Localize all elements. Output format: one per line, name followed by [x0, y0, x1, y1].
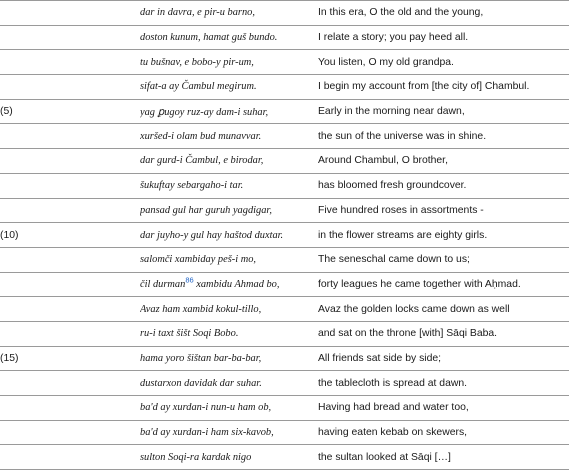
original-verse: yag ꝑugoy ruz-ay dam-i suhar,: [140, 99, 318, 124]
original-verse: Avaz ham xambid kokul-tillo,: [140, 297, 318, 322]
verse-row: [0, 371, 569, 396]
verse-row: [0, 396, 569, 421]
line-number: [0, 198, 140, 223]
original-verse: tu bušnav, e bobo-y pir-um,: [140, 50, 318, 75]
line-number: [0, 297, 140, 322]
verse-row: [0, 247, 569, 272]
translation: Avaz the golden locks came down as well: [318, 297, 569, 322]
line-number: (5): [0, 99, 140, 124]
translation: You listen, O my old grandpa.: [318, 50, 569, 75]
verse-row: [0, 420, 569, 445]
line-number: [0, 371, 140, 396]
translation: in the flower streams are eighty girls.: [318, 223, 569, 248]
original-verse: ba'd ay xurdan-i nun-u ham ob,: [140, 396, 318, 421]
original-verse: ru-i taxt šišt Soqi Bobo.: [140, 321, 318, 346]
original-verse: hama yoro šištan bar-ba-bar,: [140, 346, 318, 371]
original-verse: šukuftay sebargaho-i tar.: [140, 173, 318, 198]
translation: having eaten kebab on skewers,: [318, 420, 569, 445]
line-number: [0, 25, 140, 50]
translation: The seneschal came down to us;: [318, 247, 569, 272]
verse-row: [0, 346, 569, 371]
original-verse: ba'd ay xurdan-i ham six-kavob,: [140, 420, 318, 445]
original-verse: sifat-a ay Čambul megirum.: [140, 75, 318, 100]
verse-row: [0, 50, 569, 75]
original-verse: sulton Soqi-ra kardak nigo: [140, 445, 318, 470]
translation: I relate a story; you pay heed all.: [318, 25, 569, 50]
line-number: [0, 50, 140, 75]
original-verse: doston kunum, hamat guš bundo.: [140, 25, 318, 50]
verse-row: [0, 198, 569, 223]
original-verse-text: čil durman: [140, 278, 186, 290]
verse-row: [0, 124, 569, 149]
line-number: [0, 173, 140, 198]
line-number: [0, 420, 140, 445]
verse-row: [0, 1, 569, 26]
verse-row: [0, 99, 569, 124]
translation: has bloomed fresh groundcover.: [318, 173, 569, 198]
translation: I begin my account from [the city of] Chambul.: [318, 75, 569, 100]
translation: the tablecloth is spread at dawn.: [318, 371, 569, 396]
verse-row: [0, 149, 569, 174]
original-verse: dar in davra, e pir-u barno,: [140, 1, 318, 26]
original-verse: dar juyho-y gul hay haštod duxtar.: [140, 223, 318, 248]
line-number: [0, 149, 140, 174]
original-verse: xuršed-i olam bud munavvar.: [140, 124, 318, 149]
original-verse: salomči xambiday peš-i mo,: [140, 247, 318, 272]
translation: Having had bread and water too,: [318, 396, 569, 421]
translation: All friends sat side by side;: [318, 346, 569, 371]
original-verse-text-continued: xambidu Ahmad bo,: [193, 278, 280, 290]
verse-body: [0, 1, 569, 470]
footnote-link[interactable]: 86: [185, 275, 194, 285]
translation: Around Chambul, O brother,: [318, 149, 569, 174]
translation: the sultan looked at Sāqi […]: [318, 445, 569, 470]
original-verse: dar gurd-i Čambul, e birodar,: [140, 149, 318, 174]
translation: Early in the morning near dawn,: [318, 99, 569, 124]
translation: Five hundred roses in assortments -: [318, 198, 569, 223]
verse-row: [0, 75, 569, 100]
line-number: [0, 1, 140, 26]
line-number: [0, 272, 140, 297]
line-number: [0, 445, 140, 470]
verse-row: [0, 321, 569, 346]
line-number: [0, 124, 140, 149]
translation: In this era, O the old and the young,: [318, 1, 569, 26]
verse-row: [0, 297, 569, 322]
verse-row: [0, 272, 569, 297]
verse-row: [0, 25, 569, 50]
line-number: [0, 396, 140, 421]
line-number: [0, 321, 140, 346]
line-number: (10): [0, 223, 140, 248]
translation: forty leagues he came together with Aḥmad.: [318, 272, 569, 297]
original-verse: dustarxon davidak dar suhar.: [140, 371, 318, 396]
line-number: [0, 75, 140, 100]
original-verse: [140, 272, 318, 297]
verse-row: [0, 173, 569, 198]
translation: the sun of the universe was in shine.: [318, 124, 569, 149]
verse-row: [0, 445, 569, 470]
original-verse: pansad gul har guruh yagdigar,: [140, 198, 318, 223]
verse-row: [0, 223, 569, 248]
line-number: (15): [0, 346, 140, 371]
line-number: [0, 247, 140, 272]
translation: and sat on the throne [with] Sāqi Baba.: [318, 321, 569, 346]
